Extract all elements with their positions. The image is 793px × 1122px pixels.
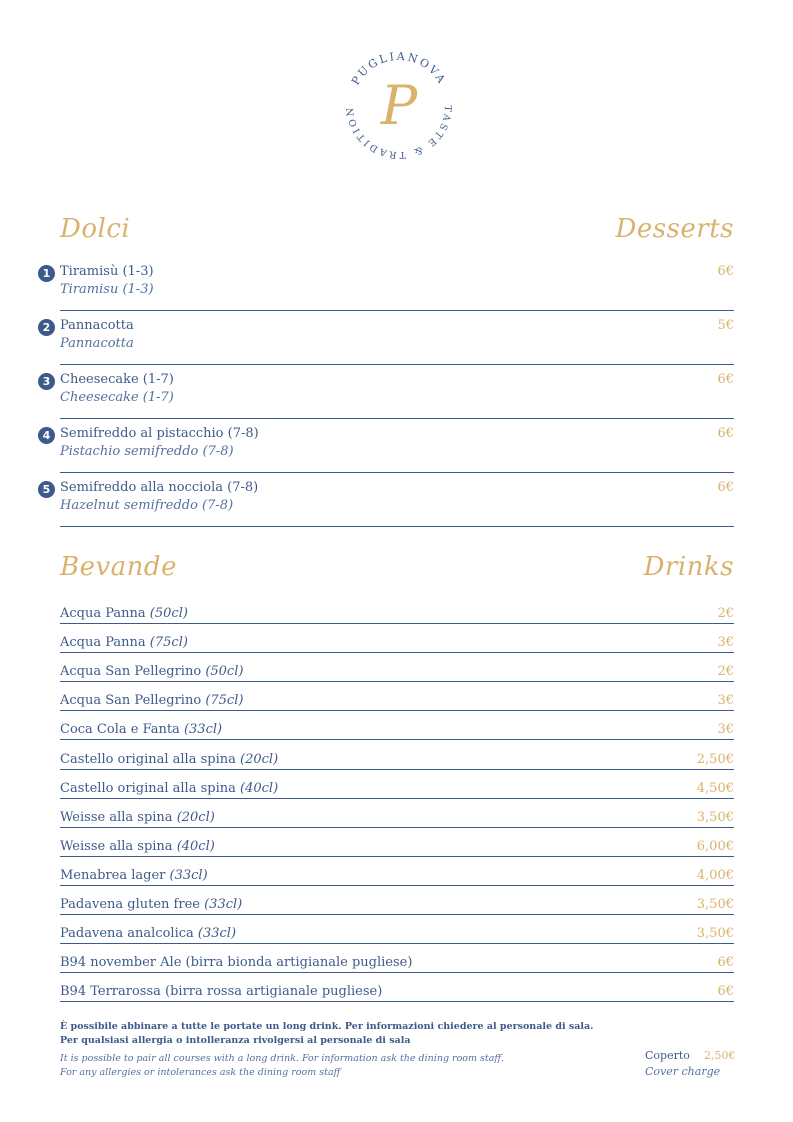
drink-name: Acqua San Pellegrino	[60, 664, 202, 680]
drink-volume: (20cl)	[240, 751, 279, 767]
dessert-name: Semifreddo al pistacchio (7-8)	[60, 426, 259, 441]
drink-item	[60, 722, 734, 751]
divider	[60, 914, 734, 915]
drinks-title-it: Bevande	[60, 552, 177, 582]
divider	[60, 769, 734, 770]
dessert-name-en: Hazelnut semifreddo (7-8)	[60, 498, 234, 513]
dessert-name: Semifreddo alla nocciola (7-8)	[60, 480, 259, 495]
divider	[60, 943, 734, 944]
dessert-item	[38, 318, 734, 366]
divider	[60, 798, 734, 799]
drink-price: 6,00€	[696, 838, 734, 854]
dessert-item	[38, 426, 734, 474]
note-en-line1: It is possible to pair all courses with a long drink. For information ask the dining room staff.	[60, 1053, 505, 1064]
drink-item	[60, 839, 734, 868]
drink-name-wrap	[60, 839, 215, 854]
divider	[60, 972, 734, 973]
drink-name: Menabrea lager	[60, 867, 166, 883]
dessert-name-en: Pistachio semifreddo (7-8)	[60, 444, 234, 459]
drink-name: Acqua Panna	[60, 635, 146, 651]
drink-price: 2€	[717, 606, 734, 621]
drink-item	[60, 810, 734, 839]
dessert-number-badge: 4	[38, 427, 55, 444]
dessert-item	[38, 480, 734, 528]
drink-name-wrap	[60, 664, 243, 679]
drink-item	[60, 955, 734, 984]
dessert-price: 6€	[717, 480, 734, 495]
dessert-item	[38, 264, 734, 312]
drink-name: Weisse alla spina	[60, 809, 173, 825]
drink-name-wrap	[60, 781, 278, 796]
drink-price: 2€	[717, 664, 734, 680]
drinks-title-en: Drinks	[643, 552, 734, 582]
drink-price: 3,50€	[696, 897, 734, 912]
drink-volume: (33cl)	[204, 897, 243, 912]
drink-name-wrap	[60, 635, 188, 650]
drink-item	[60, 868, 734, 897]
drink-price: 3,50€	[696, 809, 734, 825]
drink-name-wrap	[60, 984, 382, 999]
drink-item	[60, 664, 734, 693]
drink-name-wrap	[60, 752, 278, 767]
cover-label: Coperto	[645, 1049, 690, 1062]
logo-name: PUGLIANOVA	[348, 49, 450, 88]
dessert-name: Pannacotta	[60, 318, 134, 333]
dessert-number-badge: 5	[38, 481, 55, 498]
divider	[60, 472, 734, 473]
drink-price: 3€	[717, 635, 734, 651]
dessert-item	[38, 372, 734, 420]
drink-item	[60, 752, 734, 781]
drink-name: Padavena gluten free	[60, 897, 200, 912]
dessert-number-badge: 1	[38, 265, 55, 282]
dessert-name: Cheesecake (1-7)	[60, 372, 174, 387]
drink-price: 4,00€	[696, 867, 734, 883]
divider	[60, 739, 734, 740]
drink-price: 3€	[717, 693, 734, 709]
drink-name: Acqua San Pellegrino	[60, 693, 202, 709]
dessert-price: 6€	[717, 372, 734, 387]
drink-price: 3€	[717, 722, 734, 738]
drink-name: Castello original alla spina	[60, 751, 236, 767]
desserts-title-en: Desserts	[615, 214, 734, 244]
drink-name: Coca Cola e Fanta	[60, 722, 180, 738]
divider	[60, 827, 734, 828]
drink-price: 6€	[717, 984, 734, 1000]
drink-item	[60, 606, 734, 635]
drink-name-wrap	[60, 810, 215, 825]
dessert-price: 5€	[717, 318, 734, 333]
drink-name: Castello original alla spina	[60, 780, 236, 796]
dessert-number-badge: 3	[38, 373, 55, 390]
dessert-name-en: Tiramisu (1-3)	[60, 282, 154, 297]
drink-item	[60, 635, 734, 664]
drink-name-wrap	[60, 926, 236, 941]
drink-item	[60, 693, 734, 722]
drink-price: 3,50€	[696, 926, 734, 942]
desserts-title-it: Dolci	[60, 214, 131, 244]
drink-volume: (20cl)	[176, 809, 215, 825]
drink-item	[60, 926, 734, 955]
drink-item	[60, 984, 734, 1013]
note-en-line2: For any allergies or intolerances ask the dining room staff	[60, 1067, 341, 1078]
cover-label-en: Cover charge	[645, 1065, 721, 1078]
drink-volume: (75cl)	[205, 693, 244, 709]
puglianova-logo	[337, 44, 461, 168]
drink-price: 4,50€	[696, 780, 734, 796]
dessert-number-badge: 2	[38, 319, 55, 336]
dessert-name-en: Pannacotta	[60, 336, 134, 351]
drink-name-wrap	[60, 722, 222, 737]
note-it-line2: Per qualsiasi allergia o intolleranza rivolgersi al personale di sala	[60, 1035, 411, 1046]
drink-name: Padavena analcolica	[60, 926, 194, 942]
drink-item	[60, 781, 734, 810]
drink-price: 6€	[717, 955, 734, 971]
drink-price: 2,50€	[696, 751, 734, 767]
dessert-price: 6€	[717, 426, 734, 441]
drink-volume: (33cl)	[183, 722, 223, 738]
drink-name-wrap	[60, 955, 412, 970]
divider	[60, 623, 734, 624]
divider	[60, 652, 734, 653]
logo-monogram: P	[380, 74, 418, 137]
drink-name: Weisse alla spina	[60, 838, 173, 854]
divider	[60, 418, 734, 419]
drink-volume: (40cl)	[176, 838, 215, 854]
dessert-price: 6€	[717, 264, 734, 279]
drink-name-wrap	[60, 897, 242, 912]
logo-tagline: TASTE & TRADITION	[344, 104, 454, 161]
drink-volume: (33cl)	[169, 867, 208, 883]
divider	[60, 1001, 734, 1002]
drink-name: B94 Terrarossa (birra rossa artigianale pugliese)	[60, 984, 383, 1000]
divider	[60, 681, 734, 682]
divider	[60, 856, 734, 857]
dessert-name-en: Cheesecake (1-7)	[60, 390, 174, 405]
note-it-line1: È possibile abbinare a tutte le portate un long drink. Per informazioni chiedere al personale di sala.	[60, 1021, 594, 1032]
divider	[60, 364, 734, 365]
drink-name-wrap	[60, 606, 188, 621]
drink-name: Acqua Panna	[60, 606, 146, 621]
drink-volume: (33cl)	[197, 926, 237, 942]
drink-volume: (75cl)	[149, 635, 188, 651]
drink-volume: (50cl)	[149, 606, 188, 621]
drink-volume: (40cl)	[240, 780, 279, 796]
divider	[60, 885, 734, 886]
drink-item	[60, 897, 734, 926]
cover-price: 2,50€	[704, 1049, 736, 1062]
drink-name-wrap	[60, 693, 243, 708]
divider	[60, 710, 734, 711]
drink-name-wrap	[60, 868, 208, 883]
divider	[60, 310, 734, 311]
divider	[60, 526, 734, 527]
dessert-name: Tiramisù (1-3)	[60, 264, 154, 279]
drink-volume: (50cl)	[205, 664, 244, 680]
drink-name: B94 november Ale (birra bionda artigianale pugliese)	[60, 955, 413, 971]
